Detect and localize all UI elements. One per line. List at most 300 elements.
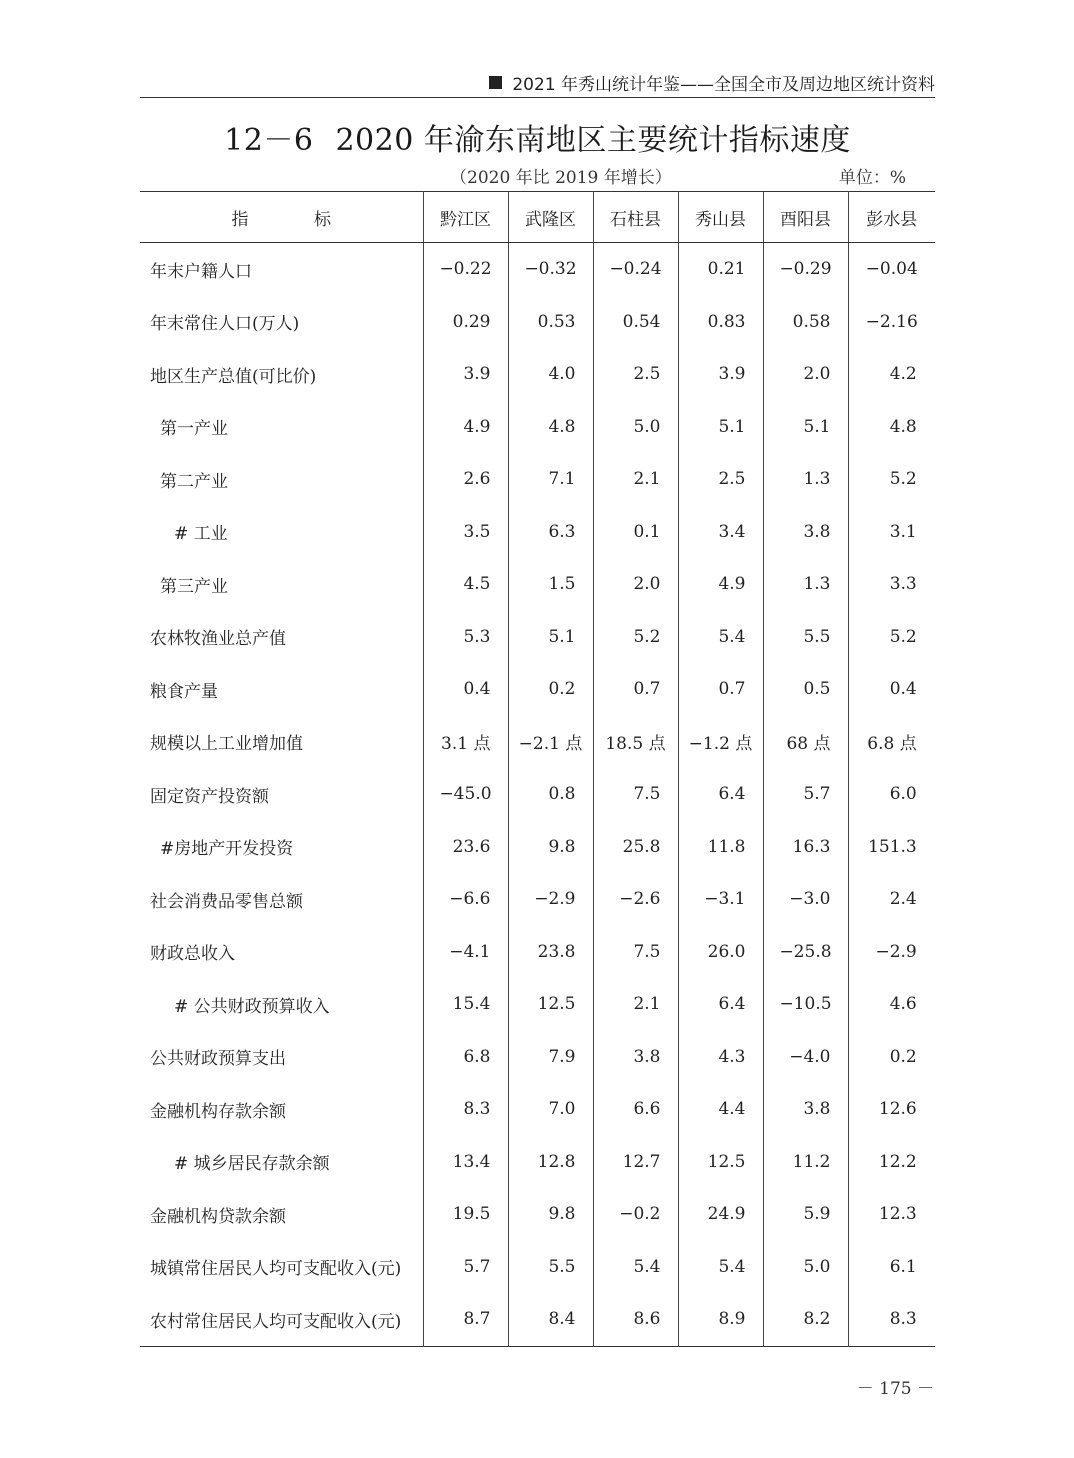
cell-value: −2.9: [534, 889, 576, 910]
cell-value: 0.53: [537, 311, 576, 332]
table-cell: [593, 348, 678, 401]
cell-value: 3.8: [803, 521, 831, 542]
table-cell: [763, 926, 848, 979]
table-cell: [763, 1136, 848, 1189]
cell-value: 12.2: [878, 1151, 917, 1172]
cell-value: −25.8: [779, 941, 832, 962]
cell-value: 0.2: [889, 1046, 917, 1067]
row-label: 农林牧渔业总产值: [150, 629, 286, 650]
table-cell: [423, 243, 508, 296]
table-row: [140, 663, 935, 716]
cell-value: 6.4: [718, 784, 746, 805]
row-label: 第二产业: [160, 471, 228, 492]
table-cell: [423, 1293, 508, 1346]
table-cell: [423, 1241, 508, 1294]
table-cell: [508, 663, 593, 716]
table-cell: [423, 821, 508, 874]
table-row: [140, 1031, 935, 1084]
table-cell: [508, 1136, 593, 1189]
cell-value: 6.8 点: [867, 734, 917, 755]
table-cell: [508, 1241, 593, 1294]
cell-value: 0.58: [792, 311, 831, 332]
cell-value: 4.4: [718, 1099, 746, 1120]
table-cell: [848, 1083, 935, 1136]
table-cell: [508, 978, 593, 1031]
table-cell: [423, 663, 508, 716]
table-cell: [508, 716, 593, 769]
table-cell: [763, 506, 848, 559]
cell-value: −2.1 点: [518, 734, 583, 755]
table-cell: [848, 1188, 935, 1241]
statistics-table: [140, 191, 935, 1347]
table-cell: [678, 821, 763, 874]
cell-value: 3.3: [889, 574, 917, 595]
cell-value: 2.0: [633, 574, 661, 595]
table-cell: [763, 768, 848, 821]
table-cell: [593, 926, 678, 979]
cell-value: 4.3: [718, 1046, 746, 1067]
table-cell: [848, 611, 935, 664]
cell-value: 12.5: [707, 1151, 746, 1172]
cell-value: 25.8: [622, 836, 661, 857]
cell-value: 8.2: [803, 1309, 831, 1330]
row-label: 公共财政预算支出: [150, 1049, 286, 1070]
cell-value: 3.5: [463, 521, 491, 542]
table-cell: [423, 1188, 508, 1241]
table-cell: [423, 558, 508, 611]
column-header-region: 酉阳县: [763, 192, 848, 243]
table-cell: [848, 453, 935, 506]
table-cell: [848, 1293, 935, 1346]
cell-value: 5.4: [718, 1256, 746, 1277]
cell-value: 4.8: [889, 416, 917, 437]
table-cell: [763, 611, 848, 664]
table-cell: [593, 558, 678, 611]
table-body: [140, 243, 935, 1347]
cell-value: 26.0: [707, 941, 746, 962]
cell-value: 68 点: [786, 734, 831, 755]
table-cell: [678, 1136, 763, 1189]
table-row: [140, 926, 935, 979]
row-label: #房地产开发投资: [160, 839, 294, 860]
cell-value: 1.3: [803, 574, 831, 595]
table-row: [140, 716, 935, 769]
row-label: 社会消费品零售总额: [150, 891, 303, 912]
cell-value: 5.0: [633, 416, 661, 437]
cell-value: 24.9: [707, 1204, 746, 1225]
table-row: [140, 348, 935, 401]
table-cell: [593, 768, 678, 821]
cell-value: 11.2: [792, 1151, 831, 1172]
cell-value: 6.8: [463, 1046, 491, 1067]
cell-value: 2.4: [889, 889, 917, 910]
table-row: [140, 401, 935, 454]
table-row: [140, 558, 935, 611]
cell-value: −0.2: [619, 1204, 661, 1225]
cell-value: 3.9: [718, 364, 746, 385]
table-cell: [678, 1293, 763, 1346]
column-header-region: 黔江区: [423, 192, 508, 243]
table-subtitle: （2020 年比 2019 年增长）: [450, 168, 672, 188]
cell-value: 5.1: [718, 416, 746, 437]
table-row: [140, 1083, 935, 1136]
cell-value: −2.6: [619, 889, 661, 910]
table-cell: [423, 716, 508, 769]
table-cell: [678, 401, 763, 454]
cell-value: 0.21: [707, 259, 746, 280]
table-cell: [423, 1136, 508, 1189]
row-label: 固定资产投资额: [150, 786, 269, 807]
cell-value: 3.8: [633, 1046, 661, 1067]
cell-value: 23.6: [452, 836, 491, 857]
square-bullet-icon: [489, 76, 502, 89]
cell-value: 8.6: [633, 1309, 661, 1330]
cell-value: 7.5: [633, 941, 661, 962]
table-title: [140, 115, 935, 159]
cell-value: 4.2: [889, 364, 917, 385]
cell-value: 13.4: [452, 1151, 491, 1172]
table-cell: [423, 1083, 508, 1136]
cell-value: 3.1: [889, 521, 917, 542]
cell-value: 15.4: [452, 994, 491, 1015]
cell-value: 4.0: [548, 364, 576, 385]
cell-value: 7.9: [548, 1046, 576, 1067]
cell-value: 8.7: [463, 1309, 491, 1330]
table-cell: [678, 873, 763, 926]
table-cell: [763, 1241, 848, 1294]
table-cell: [678, 558, 763, 611]
table-cell: [423, 401, 508, 454]
cell-value: −0.24: [609, 259, 662, 280]
table-cell: [763, 821, 848, 874]
cell-value: 12.8: [537, 1151, 576, 1172]
table-cell: [848, 506, 935, 559]
table-cell: [678, 716, 763, 769]
table-cell: [593, 453, 678, 506]
table-cell: [848, 821, 935, 874]
table-cell: [763, 348, 848, 401]
table-cell: [508, 243, 593, 296]
table-cell: [593, 716, 678, 769]
cell-value: 1.3: [803, 469, 831, 490]
table-cell: [763, 296, 848, 349]
cell-value: −4.0: [789, 1046, 831, 1067]
table-cell: [593, 1083, 678, 1136]
cell-value: 2.1: [633, 469, 661, 490]
table-row: [140, 611, 935, 664]
table-cell: [423, 506, 508, 559]
table-cell: [848, 1241, 935, 1294]
table-cell: [848, 873, 935, 926]
table-cell: [848, 296, 935, 349]
table-cell: [848, 401, 935, 454]
table-number: 12－6: [224, 123, 314, 158]
table-cell: [848, 348, 935, 401]
cell-value: 6.1: [889, 1256, 917, 1277]
cell-value: 5.7: [803, 784, 831, 805]
cell-value: −6.6: [449, 889, 491, 910]
table-title-text: 2020 年渝东南地区主要统计指标速度: [335, 123, 851, 158]
row-label: 地区生产总值(可比价): [150, 366, 317, 387]
table-cell: [763, 978, 848, 1031]
row-label: 年末户籍人口: [150, 261, 252, 282]
running-header-text: 2021 年秀山统计年鉴——全国全市及周边地区统计资料: [512, 75, 935, 95]
table-cell: [508, 506, 593, 559]
cell-value: 1.5: [548, 574, 576, 595]
table-cell: [848, 716, 935, 769]
cell-value: −45.0: [439, 784, 492, 805]
cell-value: 5.2: [633, 626, 661, 647]
cell-value: 0.7: [718, 679, 746, 700]
table-cell: [678, 1188, 763, 1241]
cell-value: 6.4: [718, 994, 746, 1015]
table-cell: [508, 296, 593, 349]
table-cell: [508, 821, 593, 874]
table-cell: [508, 926, 593, 979]
table-cell: [763, 663, 848, 716]
table-cell: [423, 978, 508, 1031]
table-cell: [593, 1241, 678, 1294]
page-number: － 175 －: [856, 1379, 934, 1399]
cell-value: 5.9: [803, 1204, 831, 1225]
table-cell: [678, 768, 763, 821]
table-cell: [848, 1136, 935, 1189]
cell-value: 12.7: [622, 1151, 661, 1172]
row-label: 第一产业: [160, 419, 228, 440]
table-cell: [763, 716, 848, 769]
cell-value: 3.4: [718, 521, 746, 542]
cell-value: 0.7: [633, 679, 661, 700]
cell-value: 0.8: [548, 784, 576, 805]
cell-value: 5.5: [803, 626, 831, 647]
cell-value: 7.5: [633, 784, 661, 805]
table-cell: [848, 558, 935, 611]
table-cell: [763, 401, 848, 454]
cell-value: 6.6: [633, 1099, 661, 1120]
cell-value: 4.8: [548, 416, 576, 437]
cell-value: 12.6: [878, 1099, 917, 1120]
table-cell: [508, 1188, 593, 1241]
cell-value: −1.2 点: [688, 734, 753, 755]
table-row: [140, 873, 935, 926]
row-label: 农村常住居民人均可支配收入(元): [150, 1311, 402, 1332]
cell-value: 4.9: [718, 574, 746, 595]
table-cell: [423, 768, 508, 821]
table-row: [140, 296, 935, 349]
table-row: [140, 768, 935, 821]
cell-value: 6.3: [548, 521, 576, 542]
cell-value: 2.5: [718, 469, 746, 490]
cell-value: 0.2: [548, 679, 576, 700]
cell-value: 5.2: [889, 469, 917, 490]
table-cell: [678, 348, 763, 401]
cell-value: 3.1 点: [441, 734, 491, 755]
row-label: 第三产业: [160, 576, 228, 597]
table-cell: [763, 1293, 848, 1346]
row-label: # 城乡居民存款余额: [174, 1154, 330, 1175]
cell-value: 2.5: [633, 364, 661, 385]
cell-value: 5.0: [803, 1256, 831, 1277]
table-cell: [593, 611, 678, 664]
row-label: 规模以上工业增加值: [150, 734, 303, 755]
table-cell: [678, 453, 763, 506]
cell-value: 2.6: [463, 469, 491, 490]
table-cell: [508, 611, 593, 664]
cell-value: 0.54: [622, 311, 661, 332]
cell-value: 8.3: [463, 1099, 491, 1120]
cell-value: −0.32: [524, 259, 577, 280]
table-cell: [593, 401, 678, 454]
row-label: 年末常住人口(万人): [150, 314, 300, 335]
table-cell: [848, 663, 935, 716]
cell-value: 4.5: [463, 574, 491, 595]
cell-value: 0.29: [452, 311, 491, 332]
row-label: # 工业: [174, 524, 228, 545]
table-cell: [848, 926, 935, 979]
table-cell: [763, 1188, 848, 1241]
table-cell: [508, 453, 593, 506]
cell-value: 12.3: [878, 1204, 917, 1225]
table-cell: [848, 243, 935, 296]
table-cell: [423, 348, 508, 401]
table-row: [140, 243, 935, 296]
table-cell: [763, 558, 848, 611]
table-cell: [423, 873, 508, 926]
table-row: [140, 1293, 935, 1346]
cell-value: −2.16: [865, 311, 918, 332]
table-cell: [763, 1083, 848, 1136]
cell-value: 5.1: [548, 626, 576, 647]
cell-value: 5.5: [548, 1256, 576, 1277]
table-cell: [423, 611, 508, 664]
cell-value: 5.7: [463, 1256, 491, 1277]
cell-value: 23.8: [537, 941, 576, 962]
cell-value: 0.1: [633, 521, 661, 542]
table-row: [140, 1188, 935, 1241]
table-row: [140, 506, 935, 559]
table-row: [140, 1241, 935, 1294]
cell-value: 6.0: [889, 784, 917, 805]
column-header-region: 秀山县: [678, 192, 763, 243]
table-row: [140, 821, 935, 874]
table-cell: [678, 296, 763, 349]
table-cell: [678, 1083, 763, 1136]
cell-value: 0.83: [707, 311, 746, 332]
cell-value: 18.5 点: [605, 734, 666, 755]
table-cell: [593, 506, 678, 559]
table-cell: [593, 873, 678, 926]
running-header: [140, 68, 935, 98]
cell-value: 3.9: [463, 364, 491, 385]
row-label: 金融机构贷款余额: [150, 1206, 286, 1227]
cell-value: 0.4: [463, 679, 491, 700]
table-cell: [593, 1293, 678, 1346]
cell-value: −3.1: [704, 889, 746, 910]
table-cell: [848, 978, 935, 1031]
table-cell: [508, 401, 593, 454]
cell-value: −0.22: [439, 259, 492, 280]
row-label: 金融机构存款余额: [150, 1101, 286, 1122]
table-cell: [593, 821, 678, 874]
column-header-region: 石柱县: [593, 192, 678, 243]
cell-value: −3.0: [789, 889, 831, 910]
table-cell: [508, 558, 593, 611]
cell-value: 2.0: [803, 364, 831, 385]
column-header-region: 武隆区: [508, 192, 593, 243]
table-cell: [678, 926, 763, 979]
cell-value: 9.8: [548, 1204, 576, 1225]
table-cell: [508, 1083, 593, 1136]
table-row: [140, 978, 935, 1031]
table-cell: [763, 243, 848, 296]
cell-value: −4.1: [449, 941, 491, 962]
cell-value: 0.4: [889, 679, 917, 700]
cell-value: 8.4: [548, 1309, 576, 1330]
column-header-region: 彭水县: [848, 192, 935, 243]
cell-value: −10.5: [779, 994, 832, 1015]
table-cell: [593, 1031, 678, 1084]
table-row: [140, 1136, 935, 1189]
table-cell: [593, 296, 678, 349]
table-cell: [593, 978, 678, 1031]
table-cell: [763, 873, 848, 926]
cell-value: 5.1: [803, 416, 831, 437]
table-cell: [423, 1031, 508, 1084]
table-cell: [423, 926, 508, 979]
table-cell: [678, 243, 763, 296]
table-cell: [508, 1031, 593, 1084]
row-label: 城镇常住居民人均可支配收入(元): [150, 1259, 402, 1280]
cell-value: 3.8: [803, 1099, 831, 1120]
table-cell: [508, 873, 593, 926]
cell-value: 5.4: [633, 1256, 661, 1277]
cell-value: −0.04: [865, 259, 918, 280]
indicator-column-header: 指 标: [140, 192, 423, 243]
table-cell: [508, 768, 593, 821]
table-cell: [678, 663, 763, 716]
cell-value: 4.6: [889, 994, 917, 1015]
cell-value: 0.5: [803, 679, 831, 700]
table-cell: [848, 768, 935, 821]
cell-value: 9.8: [548, 836, 576, 857]
table-row: [140, 453, 935, 506]
table-cell: [508, 348, 593, 401]
cell-value: −0.29: [779, 259, 832, 280]
cell-value: 11.8: [707, 836, 746, 857]
row-label: # 公共财政预算收入: [174, 996, 330, 1017]
table-cell: [678, 1241, 763, 1294]
table-cell: [763, 1031, 848, 1084]
cell-value: 4.9: [463, 416, 491, 437]
table-cell: [678, 506, 763, 559]
cell-value: 7.0: [548, 1099, 576, 1120]
table-cell: [763, 453, 848, 506]
cell-value: 8.9: [718, 1309, 746, 1330]
row-label: 粮食产量: [150, 681, 218, 702]
cell-value: 2.1: [633, 994, 661, 1015]
cell-value: 8.3: [889, 1309, 917, 1330]
table-header-row: [140, 192, 935, 243]
cell-value: 151.3: [868, 836, 917, 857]
cell-value: 5.3: [463, 626, 491, 647]
table-cell: [593, 243, 678, 296]
cell-value: 5.2: [889, 626, 917, 647]
row-label: 财政总收入: [150, 944, 235, 965]
table-cell: [678, 1031, 763, 1084]
table-cell: [593, 1136, 678, 1189]
table-cell: [508, 1293, 593, 1346]
table-cell: [593, 1188, 678, 1241]
